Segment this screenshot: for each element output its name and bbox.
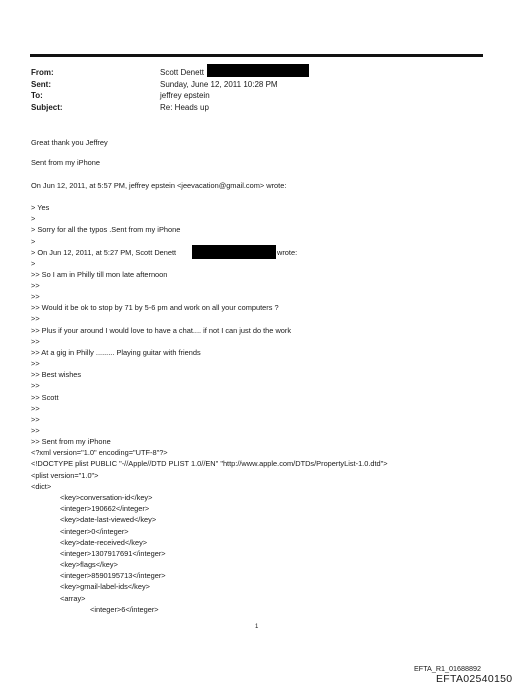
quoted-line: >> Plus if your around I would love to have a chat.... if not I can just do the work [31,326,292,335]
header-subject-label: Subject: [31,103,63,112]
quoted-line: >> [31,281,40,290]
header-from-value: Scott Denett [160,68,205,77]
plist-line: <integer>6</integer> [90,605,159,614]
quoted-line: >> Sent from my iPhone [31,437,111,446]
plist-line: <!DOCTYPE plist PUBLIC "-//Apple//DTD PLIST 1.0//EN" "http://www.apple.com/DTDs/PropertyList-1.0.dtd"> [31,459,388,468]
quoted-line: >> [31,404,40,413]
plist-line: <key>date-last-viewed</key> [60,515,157,524]
header-to-value: jeffrey epstein [160,91,210,100]
plist-line: <integer>190662</integer> [60,504,150,513]
plist-line: <integer>1307917691</integer> [60,549,166,558]
greeting-text: Great thank you Jeffrey [31,138,108,147]
quoted-line: >> So I am in Philly till mon late afternoon [31,270,168,279]
quoted-line: >> [31,415,40,424]
quoted-line: > On Jun 12, 2011, at 5:27 PM, Scott Denett [31,248,177,257]
page-number: 1 [255,624,259,630]
quoted-line: >> Would it be ok to stop by 71 by 5-6 pm and work on all your computers ? [31,303,279,312]
quoted-line: > Yes [31,203,50,212]
quoted-line: > [31,214,36,223]
quoted-line: >> Scott [31,393,59,402]
plist-line: <key>conversation-id</key> [60,493,153,502]
plist-line: <key>gmail-label-ids</key> [60,582,150,591]
quoted-line: >> At a gig in Philly ......... Playing guitar with friends [31,348,201,357]
header-rule [30,54,483,57]
header-sent-value: Sunday, June 12, 2011 10:28 PM [160,80,278,89]
plist-line: <integer>8590195713</integer> [60,571,166,580]
quoted-line: >> [31,426,40,435]
header-from-label: From: [31,68,54,77]
signature-text: Sent from my iPhone [31,158,101,167]
redaction-from-email [207,64,309,77]
quoted-line: >> [31,337,40,346]
quoted-line: > [31,237,36,246]
plist-line: <dict> [31,482,52,491]
quoted-line: >> [31,381,40,390]
quoted-line: >> Best wishes [31,370,82,379]
bates-number-small: EFTA_R1_01688892 [414,664,481,673]
plist-line: <plist version="1.0"> [31,471,99,480]
plist-line: <?xml version="1.0" encoding="UTF-8"?> [31,448,168,457]
header-to-label: To: [31,91,43,100]
quoted-line: > Sorry for all the typos .Sent from my iPhone [31,225,181,234]
plist-line: <key>date-received</key> [60,538,148,547]
quoted-line: > [31,259,36,268]
quoted-line: >> [31,359,40,368]
quote-intro-text: On Jun 12, 2011, at 5:57 PM, jeffrey epstein <jeevacation@gmail.com> wrote: [31,181,287,190]
bates-number-large: EFTA02540150 [436,673,512,685]
quoted-line: >> [31,314,40,323]
quoted-wrote-suffix: wrote: [277,248,298,257]
redaction-quoted-email [192,245,276,259]
plist-line: <integer>0</integer> [60,527,129,536]
plist-line: <key>flags</key> [60,560,118,569]
header-sent-label: Sent: [31,80,51,89]
quoted-line: >> [31,292,40,301]
plist-line: <array> [60,594,86,603]
header-subject-value: Re: Heads up [160,103,209,112]
